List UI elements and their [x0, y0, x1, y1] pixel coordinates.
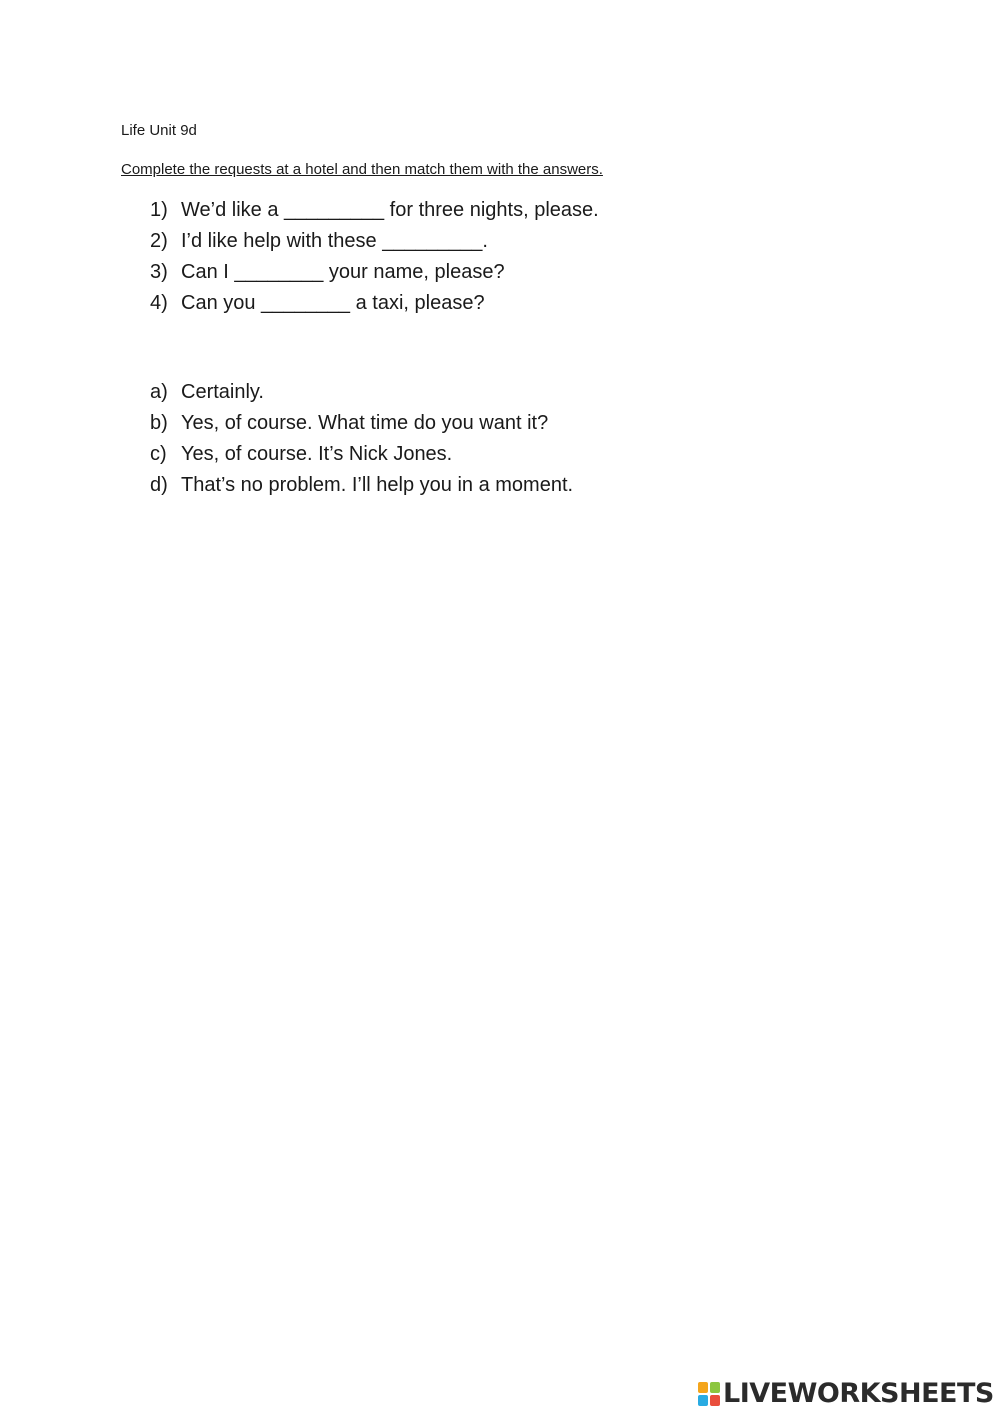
question-item	[150, 226, 599, 257]
question-number: 1)	[150, 199, 168, 221]
question-text: Can you ________ a taxi, please?	[181, 292, 485, 314]
question-item	[150, 288, 599, 319]
question-number: 3)	[150, 261, 168, 283]
question-text: We’d like a _________ for three nights, please.	[181, 199, 599, 221]
answer-letter: c)	[150, 443, 167, 465]
question-number: 2)	[150, 230, 168, 252]
liveworksheets-logo[interactable]	[698, 1379, 994, 1409]
answer-item	[150, 377, 573, 408]
answer-text: Yes, of course. It’s Nick Jones.	[181, 443, 453, 465]
question-number: 4)	[150, 292, 168, 314]
question-item	[150, 257, 599, 288]
logo-block	[698, 1395, 708, 1406]
answer-letter: d)	[150, 474, 168, 496]
answer-item	[150, 439, 573, 470]
logo-block	[710, 1395, 720, 1406]
answer-item	[150, 470, 573, 501]
answer-letter: b)	[150, 412, 168, 434]
answer-text: Yes, of course. What time do you want it?	[181, 412, 549, 434]
logo-blocks-icon	[698, 1382, 720, 1406]
question-item	[150, 195, 599, 226]
question-text: Can I ________ your name, please?	[181, 261, 505, 283]
questions-list	[150, 195, 599, 319]
instruction-text: Complete the requests at a hotel and then match them with the answers.	[121, 161, 603, 178]
answers-list	[150, 377, 573, 501]
answer-item	[150, 408, 573, 439]
answer-text: Certainly.	[181, 381, 264, 403]
answer-letter: a)	[150, 381, 168, 403]
answer-text: That’s no problem. I’ll help you in a moment.	[181, 474, 574, 496]
question-text: I’d like help with these _________.	[181, 230, 488, 252]
logo-block	[710, 1382, 720, 1393]
logo-text: LIVEWORKSHEETS	[723, 1378, 994, 1409]
unit-title: Life Unit 9d	[121, 122, 197, 139]
logo-block	[698, 1382, 708, 1393]
